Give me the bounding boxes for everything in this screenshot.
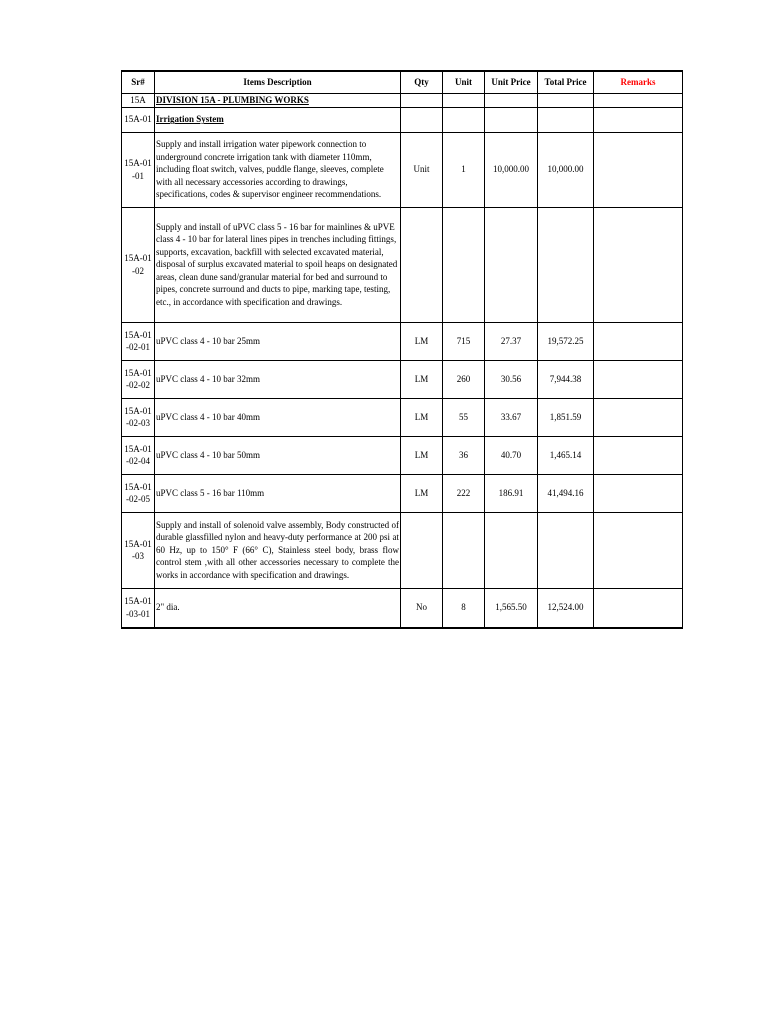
unit-cell: 222 [443, 474, 485, 512]
remarks-cell [594, 398, 683, 436]
remarks-cell [594, 94, 683, 108]
qty-cell: LM [401, 436, 443, 474]
description-cell [155, 94, 401, 108]
unit-price-cell [485, 512, 538, 588]
qty-cell: LM [401, 398, 443, 436]
description-cell [155, 107, 401, 132]
unit-cell [443, 107, 485, 132]
description-cell: uPVC class 4 - 10 bar 32mm [155, 360, 401, 398]
total-price-cell: 19,572.25 [538, 322, 594, 360]
unit-price-cell: 40.70 [485, 436, 538, 474]
unit-price-cell [485, 107, 538, 132]
sr-cell: 15A-01-02-05 [122, 474, 155, 512]
sr-cell: 15A-01-03 [122, 512, 155, 588]
unit-cell: 8 [443, 588, 485, 628]
unit-price-cell: 10,000.00 [485, 132, 538, 207]
remarks-cell [594, 132, 683, 207]
qty-cell [401, 94, 443, 108]
table-row [122, 436, 683, 474]
unit-price-cell [485, 94, 538, 108]
qty-cell: LM [401, 474, 443, 512]
unit-cell: 260 [443, 360, 485, 398]
unit-cell [443, 207, 485, 322]
unit-cell: 55 [443, 398, 485, 436]
remarks-cell [594, 207, 683, 322]
header-qty: Qty [401, 71, 443, 94]
description-cell: Supply and install of solenoid valve assembly, Body constructed of durable glassfilled nylon and heavy-duty performance at 200 psi at 60 Hz, up to 150° F (66° C), Stainless steel body, brass flow control stem ,with all other accessories necessary to complete the works in accordance with specification and drawings. [155, 512, 401, 588]
total-price-cell: 1,465.14 [538, 436, 594, 474]
table-row [122, 207, 683, 322]
total-price-cell: 10,000.00 [538, 132, 594, 207]
bill-of-quantities-table [121, 70, 683, 629]
division-title: DIVISION 15A - PLUMBING WORKS [156, 95, 309, 105]
remarks-cell [594, 588, 683, 628]
description-cell: 2" dia. [155, 588, 401, 628]
unit-cell: 715 [443, 322, 485, 360]
unit-cell: 1 [443, 132, 485, 207]
unit-price-cell: 186.91 [485, 474, 538, 512]
description-cell: uPVC class 5 - 16 bar 110mm [155, 474, 401, 512]
total-price-cell: 1,851.59 [538, 398, 594, 436]
table-row [122, 94, 683, 108]
unit-price-cell: 1,565.50 [485, 588, 538, 628]
description-cell: uPVC class 4 - 10 bar 50mm [155, 436, 401, 474]
remarks-cell [594, 107, 683, 132]
sr-cell: 15A [122, 94, 155, 108]
total-price-cell: 7,944.38 [538, 360, 594, 398]
header-total-price: Total Price [538, 71, 594, 94]
sr-cell: 15A-01-02-04 [122, 436, 155, 474]
total-price-cell [538, 207, 594, 322]
sr-cell: 15A-01-01 [122, 132, 155, 207]
total-price-cell [538, 94, 594, 108]
unit-price-cell: 27.37 [485, 322, 538, 360]
sr-cell: 15A-01-02-01 [122, 322, 155, 360]
unit-cell [443, 94, 485, 108]
remarks-cell [594, 360, 683, 398]
remarks-cell [594, 512, 683, 588]
unit-cell: 36 [443, 436, 485, 474]
header-remarks: Remarks [594, 71, 683, 94]
qty-cell [401, 107, 443, 132]
qty-cell: Unit [401, 132, 443, 207]
sr-cell: 15A-01 [122, 107, 155, 132]
header-unit: Unit [443, 71, 485, 94]
table-row [122, 588, 683, 628]
description-cell: Supply and install of uPVC class 5 - 16 bar for mainlines & uPVE class 4 - 10 bar for lateral lines pipes in trenches including fittings, supports, excavation, backfill with selected excavated material, disposal of surplus excavated material to spoil heaps on designated areas, clean dune sand/granular material for bed and surround to pipes, concrete surround and ducts to pipe, marking tape, testing, etc., in accordance with specification and drawings. [155, 207, 401, 322]
description-cell: uPVC class 4 - 10 bar 25mm [155, 322, 401, 360]
unit-cell [443, 512, 485, 588]
sr-cell: 15A-01-02 [122, 207, 155, 322]
sr-cell: 15A-01-02-03 [122, 398, 155, 436]
description-cell: uPVC class 4 - 10 bar 40mm [155, 398, 401, 436]
remarks-cell [594, 436, 683, 474]
table-row [122, 132, 683, 207]
section-title: Irrigation System [156, 114, 224, 125]
qty-cell: LM [401, 322, 443, 360]
header-items-description: Items Description [155, 71, 401, 94]
unit-price-cell: 33.67 [485, 398, 538, 436]
total-price-cell: 12,524.00 [538, 588, 594, 628]
total-price-cell [538, 512, 594, 588]
header-row [122, 71, 683, 94]
qty-cell: LM [401, 360, 443, 398]
total-price-cell: 41,494.16 [538, 474, 594, 512]
qty-cell [401, 512, 443, 588]
qty-cell [401, 207, 443, 322]
table-row [122, 360, 683, 398]
qty-cell: No [401, 588, 443, 628]
table-row [122, 512, 683, 588]
unit-price-cell: 30.56 [485, 360, 538, 398]
sr-cell: 15A-01-03-01 [122, 588, 155, 628]
table-row [122, 398, 683, 436]
remarks-cell [594, 474, 683, 512]
remarks-cell [594, 322, 683, 360]
unit-price-cell [485, 207, 538, 322]
table-row [122, 474, 683, 512]
sr-cell: 15A-01-02-02 [122, 360, 155, 398]
table-row [122, 322, 683, 360]
header-unit-price: Unit Price [485, 71, 538, 94]
total-price-cell [538, 107, 594, 132]
table-row [122, 107, 683, 132]
header-sr: Sr# [122, 71, 155, 94]
description-cell: Supply and install irrigation water pipework connection to underground concrete irrigation tank with diameter 110mm, including float switch, valves, puddle flange, sleeves, complete with all necessary accessories according to drawings, specifications, codes & supervisor engineer recommendations. [155, 132, 401, 207]
